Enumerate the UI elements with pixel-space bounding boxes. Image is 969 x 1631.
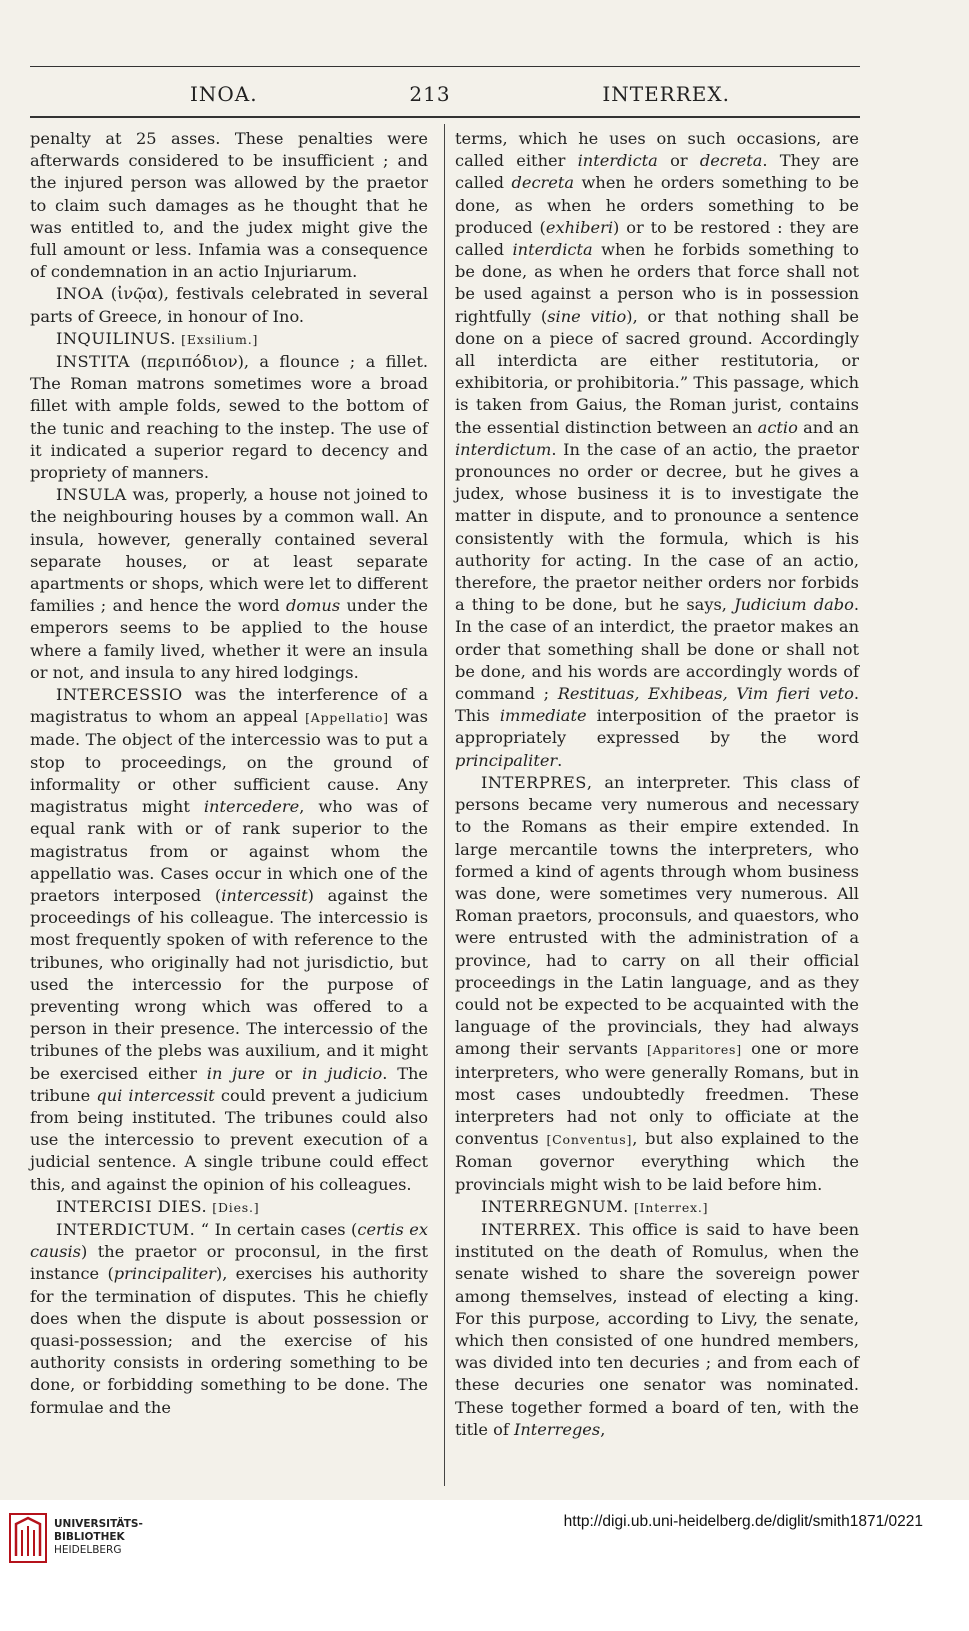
left-column [30, 128, 428, 1419]
right-column [455, 128, 859, 1441]
entry-inoa: INOA (ἰνῷα), festivals celebrated in several parts of Greece, in honour of Ino. [30, 284, 428, 326]
entry-interrex: INTERREX. This office is said to have been instituted on the death of Romulus, when the senate wished to share the sovereign power among themselves, instead of electing a king. For this purpose, according to Livy, the senate, which then consisted of one hundred members, was divided into ten decuries ; and from each of these decuries one senator was nominated. These together formed a board of ten, with the title of Interreges, [455, 1219, 859, 1439]
cross-reference-link[interactable]: [Appellatio] [305, 710, 389, 726]
head-right: INTERREX. [602, 82, 730, 106]
cross-reference-link[interactable]: [Apparitores] [647, 1042, 742, 1058]
entry-intercessio: INTERCESSIO was the interference of a magistratus to whom an appeal [Appellatio] was made. The object of the intercessio was to put a stop to proceedings, on the ground of informality or other sufficient cause. Any magistratus might intercedere, who was of equal rank with or of rank superior to the magistratus from or against whom the appellatio was. Cases occur in which one of the praetors interposed (intercessit) against the proceedings of his colleague. The intercessio is most frequently spoken of with reference to the tribunes, who originally had not jurisdictio, but used the intercessio for the purpose of preventing wrong which was offered to a person in their presence. The intercessio of the tribunes of the plebs was auxilium, and it might be exercised either in jure or in judicio. The tribune qui intercessit could prevent a judicium from being instituted. The tribunes could also use the intercessio to prevent execution of a judicial sentence. A single tribune could effect this, and against the opinion of his colleagues. [30, 685, 429, 1194]
paragraph: penalty at 25 asses. These penalties were afterwards considered to be insufficient ; and the injured person was allowed by the praetor to claim such damages as he thought that he was entitled to, and the judex might give the full amount or less. Infamia was a consequence of condemnation in an actio Injuriarum. [30, 129, 428, 282]
entry-interdictum: INTERDICTUM. “ In certain cases (certis ex causis) the praetor or proconsul, in the first instance (principaliter), exercises his authority for the termination of disputes. This he chiefly does when the dispute is about possession or quasi-possession; and the exercise of his authority consists in ordering something to be done, or forbidding something to be done. The formulae and the [30, 1219, 428, 1417]
top-rule [30, 66, 860, 67]
page-number: 213 [409, 82, 451, 106]
cross-reference-link[interactable]: [Conventus] [546, 1132, 633, 1148]
entry-inquilinus: INQUILINUS. [Exsilium.] [56, 328, 259, 348]
entry-intercisi-dies: INTERCISI DIES. [Dies.] [56, 1196, 260, 1216]
source-url-link[interactable]: http://digi.ub.uni-heidelberg.de/diglit/smith1871/0221 [563, 1513, 923, 1530]
cross-reference-link[interactable]: [Interrex.] [633, 1199, 709, 1215]
header-rule [30, 116, 860, 118]
entry-insula: INSULA was, properly, a house not joined to the neighbouring houses by a common wall. An insula, however, generally contained several separate houses, or at least separate apartments or shops, which were let to different families ; and hence the word domus under the emperors seems to be applied to the house where a family lived, whether it were an insula or not, and insula to any hired lodgings. [30, 485, 428, 682]
running-head [190, 82, 730, 106]
entry-instita: INSTITA (περιπόδιον), a flounce ; a fillet. The Roman matrons sometimes wore a broad fillet with ample folds, sewed to the bottom of the tunic and reaching to the instep. The use of it indicated a superior regard to decency and propriety of manners. [30, 352, 428, 483]
university-logo-icon [8, 1510, 48, 1566]
paragraph: terms, which he uses on such occasions, are called either interdicta or decreta. They are called decreta when he orders something to be done, as when he orders something to be produced (exhiberi) or to be restored : they are called interdicta when he forbids something to be done, as when he orders that force shall not be used against a person who is in possession rightfully (sine vitio), or that nothing shall be done on a piece of sacred ground. Accordingly all interdicta are either restitutoria, or exhibitoria, or prohibitoria.” This passage, which is taken from Gaius, the Roman jurist, contains the essential distinction between an actio and an interdictum. In the case of an actio, the praetor pronounces no order or decree, but he gives a judex, whose business it is to investigate the matter in dispute, and to pronounce a sentence consistently with the formula, which is his authority for acting. In the case of an actio, therefore, the praetor neither orders nor forbids a thing to be done, but he says, Judicium dabo. In the case of an interdict, the praetor makes an order that something shall be done or shall not be done, and his words are accordingly words of command ; Restituas, Exhibeas, Vim fieri veto. This immediate interposition of the praetor is appropriately expressed by the word principaliter. [455, 129, 860, 770]
institution-name: UNIVERSITÄTS- BIBLIOTHEK HEIDELBERG [54, 1518, 143, 1556]
cross-reference-link[interactable]: [Exsilium.] [181, 331, 259, 347]
entry-interregnum: INTERREGNUM. [Interrex.] [481, 1196, 709, 1216]
entry-interpres: INTERPRES, an interpreter. This class of persons became very numerous and necessary to the Romans as their empire extended. In large mercantile towns the interpreters, who formed a kind of agents through whom business was done, were sometimes very numerous. All Roman praetors, proconsuls, and quaestors, who were entrusted with the administration of a province, had to carry on all their official proceedings in the Latin language, and as they could not be expected to be acquainted with the language of the provincials, they had always among their servants [Apparitores] one or more interpreters, who were generally Romans, but in most cases undoubtedly freedmen. These interpreters had not only to officiate at the conventus [Conventus], but also explained to the Roman governor everything which the provincials might wish to be laid before him. [455, 772, 859, 1194]
head-left: INOA. [190, 82, 258, 106]
column-divider [444, 124, 445, 1486]
cross-reference-link[interactable]: [Dies.] [212, 1199, 260, 1215]
